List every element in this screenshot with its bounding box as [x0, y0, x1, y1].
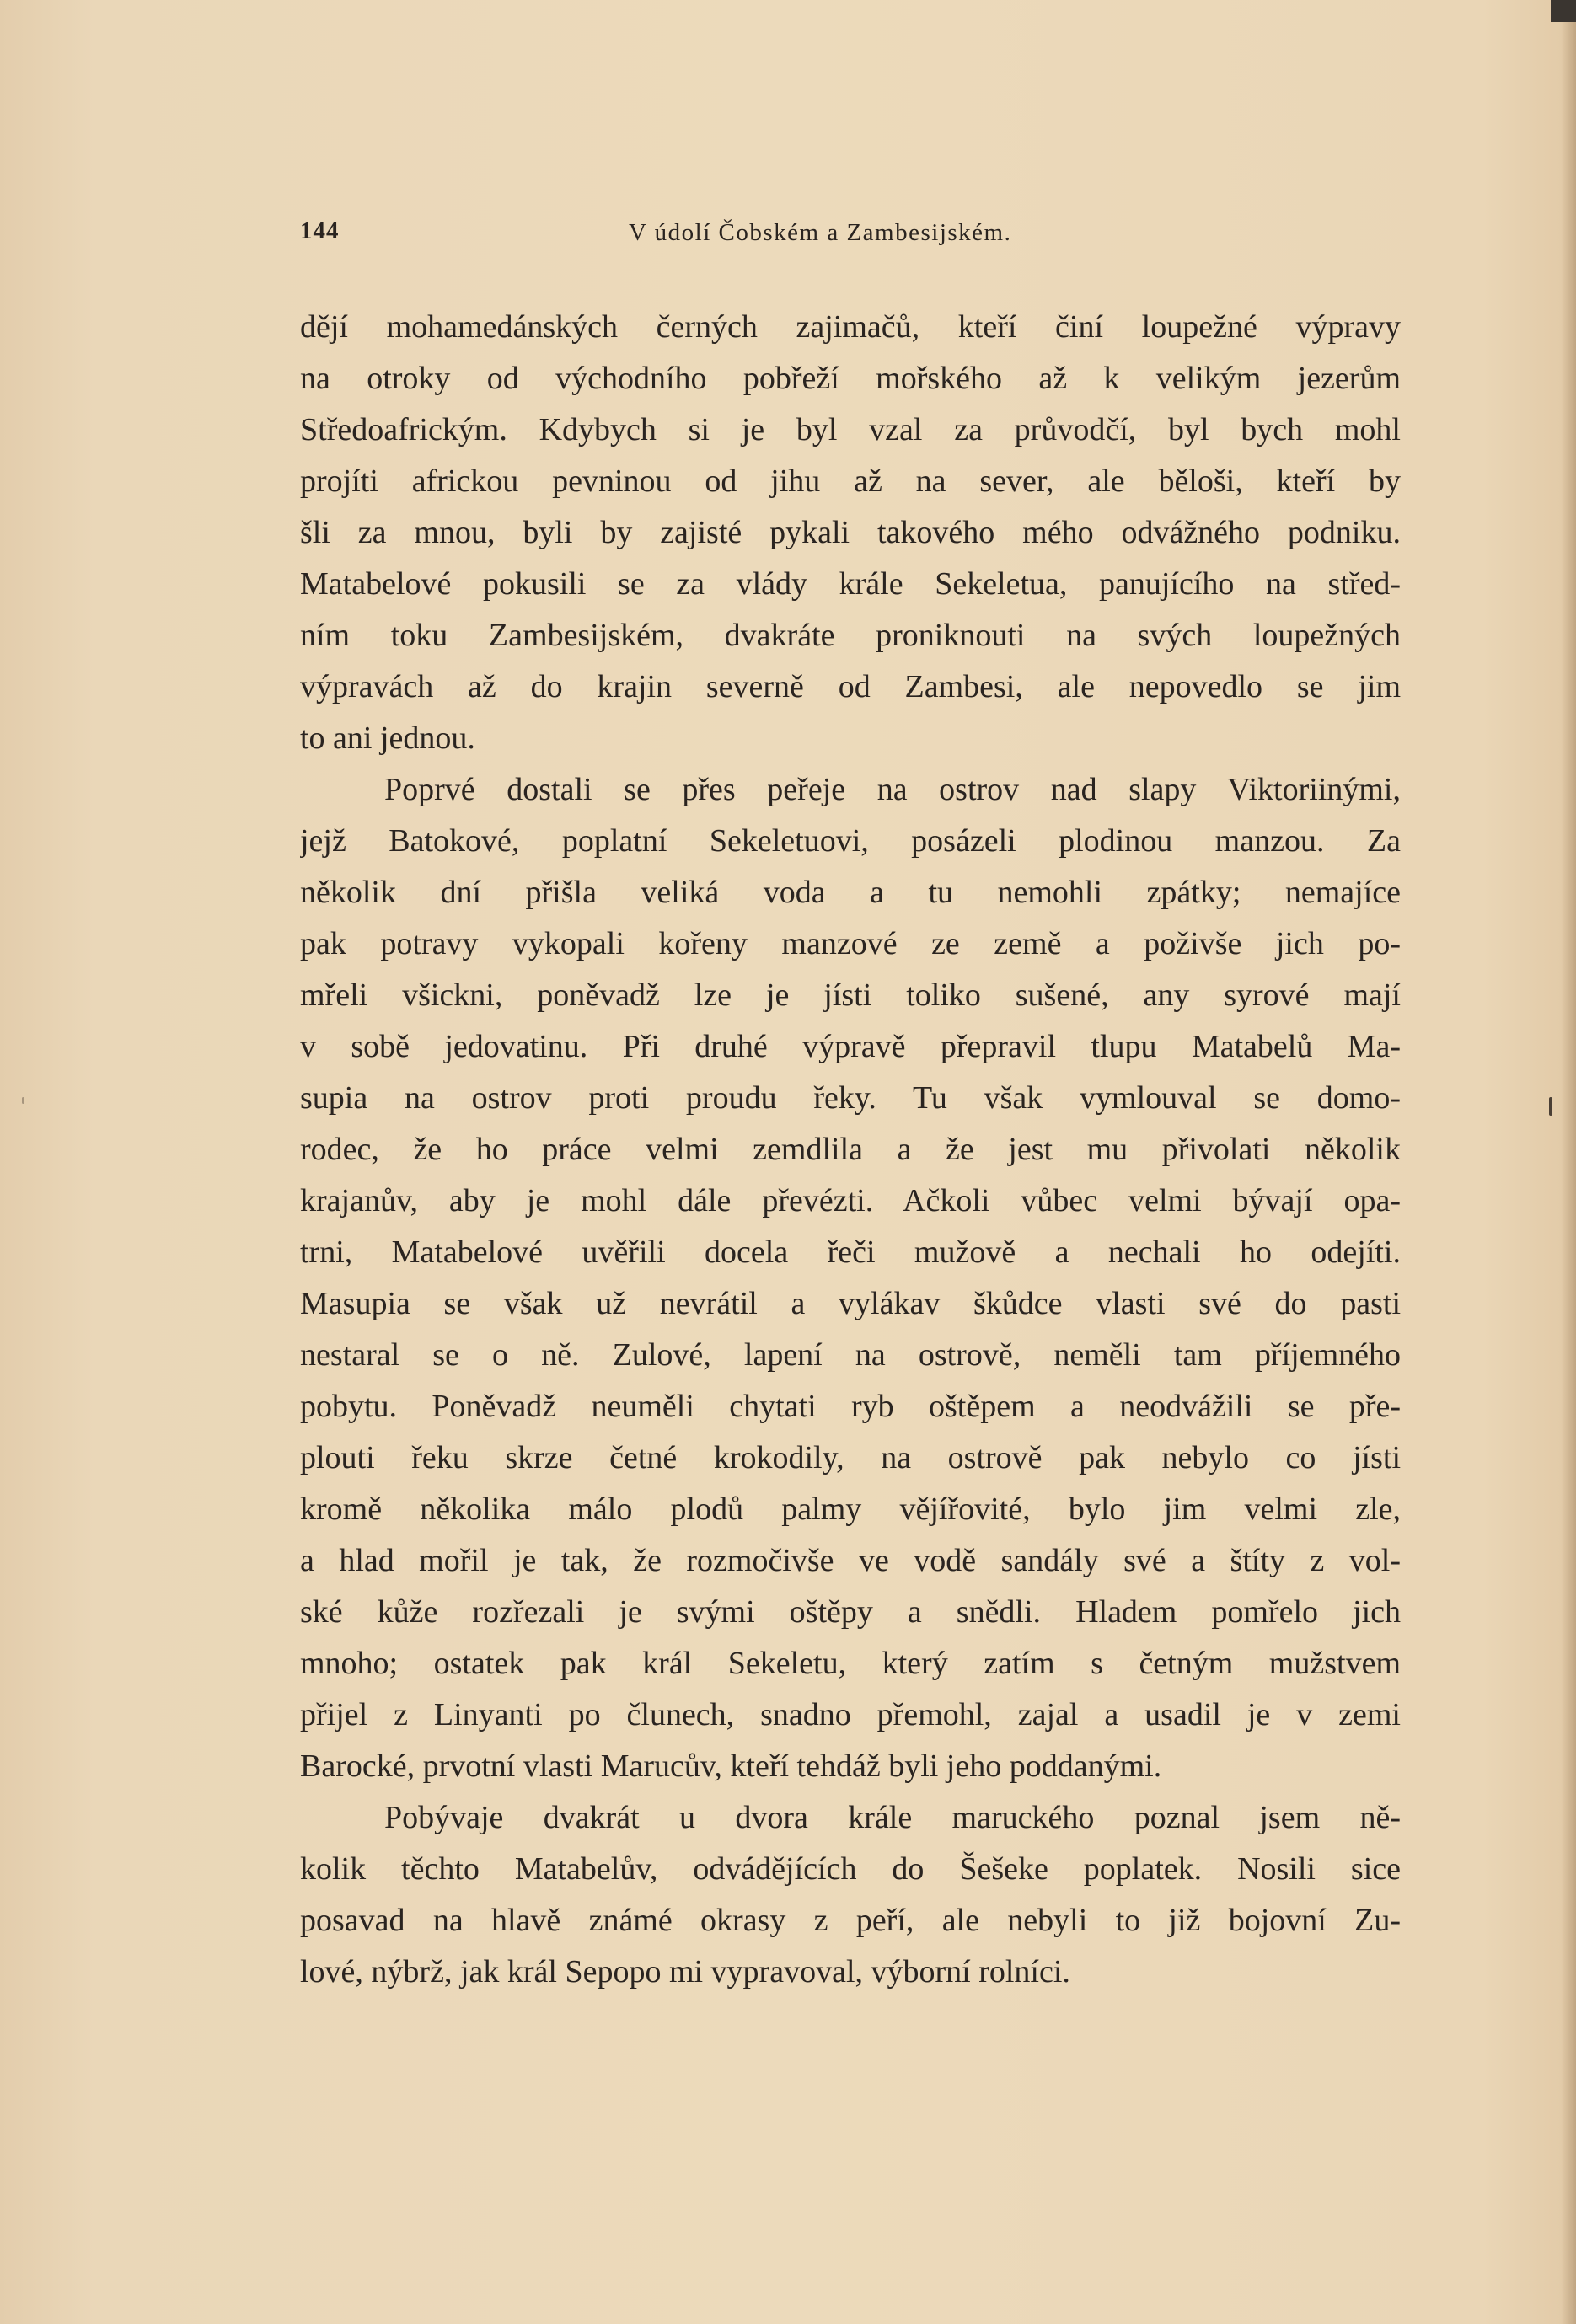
scan-speck	[22, 1097, 24, 1104]
running-head	[300, 217, 1251, 258]
text-line: šli za mnou, byli by zajisté pykali takového mého odvážného podniku.	[300, 515, 1401, 550]
text-line: to ani jednou.	[300, 720, 475, 756]
text-line: projíti africkou pevninou od jihu až na sever, ale běloši, kteří by	[300, 463, 1401, 499]
running-title: V údolí Čobském a Zambesijském.	[629, 219, 1012, 246]
text-line: mřeli všickni, poněvadž lze je jísti toliko sušené, any syrové mají	[300, 977, 1401, 1013]
paragraph	[300, 302, 1401, 764]
text-line: kromě několika málo plodů palmy vějířovité, bylo jim velmi zle,	[300, 1491, 1401, 1527]
text-line: a hlad mořil je tak, že rozmočivše ve vodě sandály své a štíty z vol-	[300, 1543, 1401, 1578]
page-edge-shadow	[1561, 0, 1576, 2324]
text-line: dějí mohamedánských černých zajimačů, kteří činí loupežné výpravy	[300, 309, 1401, 345]
text-line: pobytu. Poněvadž neuměli chytati ryb oštěpem a neodvážili se pře-	[300, 1389, 1401, 1424]
text-line: rodec, že ho práce velmi zemdlila a že jest mu přivolati několik	[300, 1132, 1401, 1167]
text-line: Matabelové pokusili se za vlády krále Sekeletua, panujícího na střed-	[300, 566, 1401, 602]
text-line: lové, nýbrž, jak král Sepopo mi vypravoval, výborní rolníci.	[300, 1954, 1070, 1989]
text-line: Masupia se však už nevrátil a vylákav škůdce vlasti své do pasti	[300, 1286, 1401, 1321]
text-line: posavad na hlavě známé okrasy z peří, ale nebyli to již bojovní Zu-	[300, 1903, 1401, 1938]
text-line: trni, Matabelové uvěřili docela řeči mužově a nechali ho odejíti.	[300, 1234, 1401, 1270]
paragraph	[300, 764, 1401, 1792]
text-line: Pobývaje dvakrát u dvora krále maruckého poznal jsem ně-	[384, 1800, 1401, 1835]
scan-speck	[1549, 1097, 1552, 1116]
text-line: v sobě jedovatinu. Při druhé výpravě přepravil tlupu Matabelů Ma-	[300, 1029, 1401, 1064]
text-line: krajanův, aby je mohl dále převézti. Ačkoli vůbec velmi bývají opa-	[300, 1183, 1401, 1218]
scan-corner-mark	[1551, 0, 1576, 22]
text-line: Barocké, prvotní vlasti Marucův, kteří tehdáž byli jeho poddanými.	[300, 1748, 1162, 1784]
text-line: Poprvé dostali se přes peřeje na ostrov nad slapy Viktoriinými,	[384, 772, 1401, 807]
text-line: výpravách až do krajin severně od Zambesi, ale nepovedlo se jim	[300, 669, 1401, 704]
text-line: mnoho; ostatek pak král Sekeletu, který zatím s četným mužstvem	[300, 1646, 1401, 1681]
page-number: 144	[300, 217, 340, 244]
text-line: ním toku Zambesijském, dvakráte proniknouti na svých loupežných	[300, 618, 1401, 653]
text-line: jejž Batokové, poplatní Sekeletuovi, posázeli plodinou manzou. Za	[300, 823, 1401, 859]
text-line: plouti řeku skrze četné krokodily, na ostrově pak nebylo co jísti	[300, 1440, 1401, 1475]
body-text	[300, 302, 1401, 1998]
text-line: Středoafrickým. Kdybych si je byl vzal za průvodčí, byl bych mohl	[300, 412, 1401, 447]
text-line: kolik těchto Matabelův, odvádějících do Šešeke poplatek. Nosili sice	[300, 1851, 1401, 1887]
text-line: supia na ostrov proti proudu řeky. Tu však vymlouval se domo-	[300, 1080, 1401, 1116]
text-line: pak potravy vykopali kořeny manzové ze země a poživše jich po-	[300, 926, 1401, 961]
text-line: nestaral se o ně. Zulové, lapení na ostrově, neměli tam příjemného	[300, 1337, 1401, 1373]
text-line: přijel z Linyanti po člunech, snadno přemohl, zajal a usadil je v zemi	[300, 1697, 1401, 1732]
text-line: na otroky od východního pobřeží mořského až k velikým jezerům	[300, 361, 1401, 396]
paragraph	[300, 1792, 1401, 1998]
text-line: několik dní přišla veliká voda a tu nemohli zpátky; nemajíce	[300, 875, 1401, 910]
text-line: ské kůže rozřezali je svými oštěpy a snědli. Hladem pomřelo jich	[300, 1594, 1401, 1630]
